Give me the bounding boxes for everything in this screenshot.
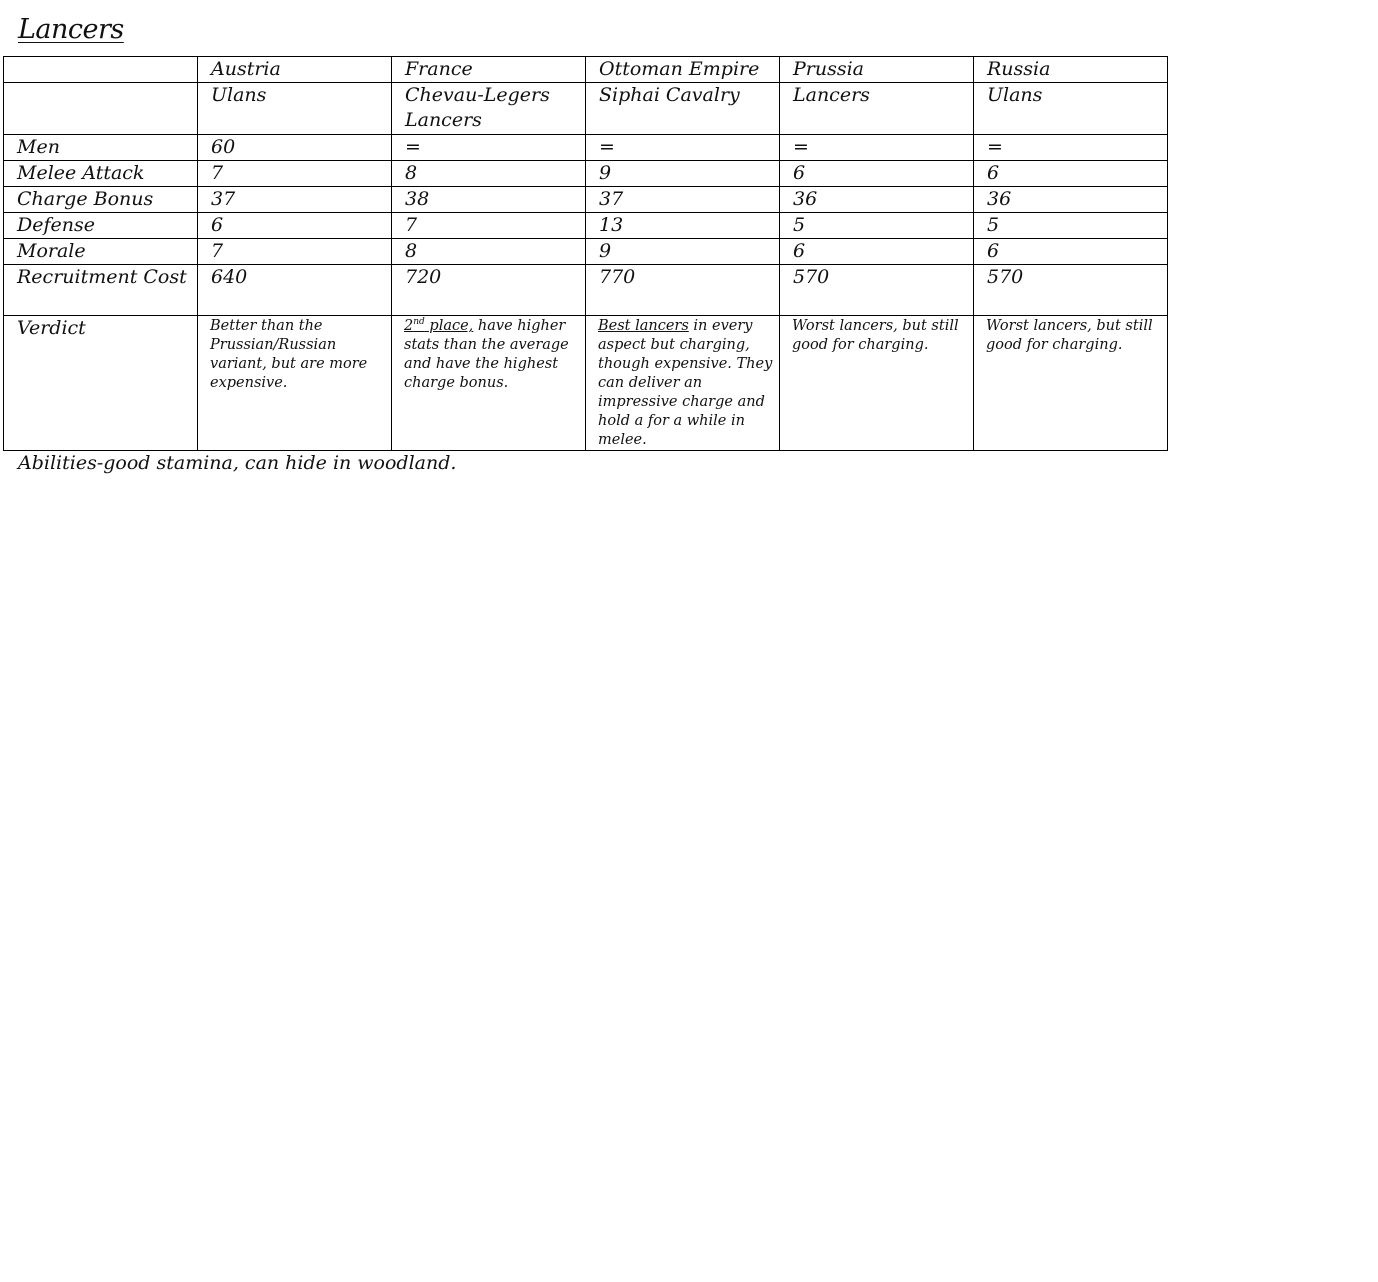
country-austria: Austria (198, 57, 392, 83)
lancers-comparison-table (3, 56, 1168, 451)
stat-row-morale (4, 239, 1168, 265)
table-cell: 770 (586, 265, 780, 316)
row-label: Verdict (4, 316, 198, 451)
unit-austria: Ulans (198, 83, 392, 135)
stat-row-recruitment-cost (4, 265, 1168, 316)
table-cell: 570 (780, 265, 974, 316)
row-label: Morale (4, 239, 198, 265)
table-cell: 6 (780, 239, 974, 265)
country-ottoman: Ottoman Empire (586, 57, 780, 83)
page-title: Lancers (18, 14, 124, 45)
table-cell: = (586, 135, 780, 161)
table-cell: = (780, 135, 974, 161)
unit-russia: Ulans (974, 83, 1168, 135)
verdict-france-rest: have higher stats than the average and have the highest charge bonus. (404, 318, 569, 391)
table-cell: 570 (974, 265, 1168, 316)
unit-type-label-cell (4, 83, 198, 135)
table-cell: 5 (974, 213, 1168, 239)
table-cell: 640 (198, 265, 392, 316)
stat-row-charge-bonus (4, 187, 1168, 213)
table-cell: 6 (198, 213, 392, 239)
country-prussia: Prussia (780, 57, 974, 83)
table-cell: 37 (198, 187, 392, 213)
verdict-ottoman (586, 316, 780, 451)
verdict-russia: Worst lancers, but still good for charging. (974, 316, 1168, 451)
stat-row-men (4, 135, 1168, 161)
ordinal-number: 2 (404, 318, 414, 334)
table-cell: 8 (392, 239, 586, 265)
country-france: France (392, 57, 586, 83)
corner-cell (4, 57, 198, 83)
verdict-ottoman-highlight: Best lancers (598, 318, 689, 334)
unit-france: Chevau-Legers Lancers (392, 83, 586, 135)
table-cell: 5 (780, 213, 974, 239)
row-label: Defense (4, 213, 198, 239)
table-cell: 7 (198, 161, 392, 187)
unit-type-row (4, 83, 1168, 135)
verdict-france-highlight (404, 318, 473, 334)
table-cell: 7 (392, 213, 586, 239)
ordinal-word: place, (424, 318, 474, 334)
table-cell: 36 (974, 187, 1168, 213)
row-label: Men (4, 135, 198, 161)
table-cell: 36 (780, 187, 974, 213)
stat-row-defense (4, 213, 1168, 239)
unit-prussia: Lancers (780, 83, 974, 135)
table-cell: 9 (586, 161, 780, 187)
row-label: Recruitment Cost (4, 265, 198, 316)
table-cell: = (392, 135, 586, 161)
unit-ottoman: Siphai Cavalry (586, 83, 780, 135)
verdict-ottoman-rest: in every aspect but charging, though expensive. They can deliver an impressive charge and hold a for a while in melee. (598, 318, 773, 448)
table-cell: 6 (780, 161, 974, 187)
verdict-austria: Better than the Prussian/Russian variant, but are more expensive. (198, 316, 392, 451)
table-cell: = (974, 135, 1168, 161)
row-label: Charge Bonus (4, 187, 198, 213)
table-cell: 720 (392, 265, 586, 316)
country-russia: Russia (974, 57, 1168, 83)
table-cell: 9 (586, 239, 780, 265)
country-header-row (4, 57, 1168, 83)
table-cell: 8 (392, 161, 586, 187)
table-cell: 6 (974, 161, 1168, 187)
table-cell: 13 (586, 213, 780, 239)
row-label: Melee Attack (4, 161, 198, 187)
abilities-note: Abilities-good stamina, can hide in woodland. (18, 452, 457, 474)
table-cell: 38 (392, 187, 586, 213)
table-cell: 37 (586, 187, 780, 213)
stat-row-melee-attack (4, 161, 1168, 187)
ordinal-suffix: nd (413, 317, 425, 328)
table-cell: 6 (974, 239, 1168, 265)
table-cell: 7 (198, 239, 392, 265)
verdict-prussia: Worst lancers, but still good for charging. (780, 316, 974, 451)
table-cell: 60 (198, 135, 392, 161)
verdict-france (392, 316, 586, 451)
verdict-row (4, 316, 1168, 451)
